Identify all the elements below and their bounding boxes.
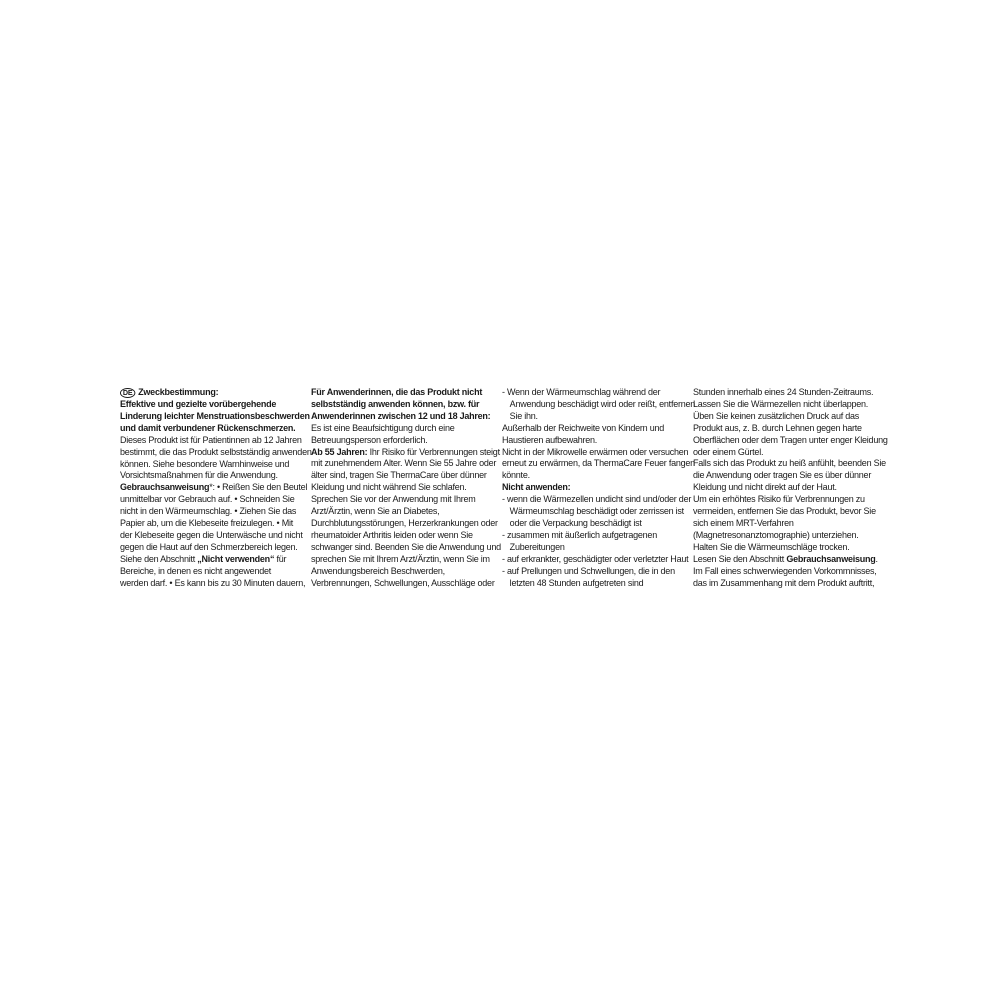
text-line: Lassen Sie die Wärmezellen nicht überlappen. <box>693 397 869 409</box>
text-line: vermeiden, entfernen Sie das Produkt, bevor Sie <box>693 505 876 517</box>
text-line: könnte. <box>502 469 530 481</box>
age-line <box>311 445 500 458</box>
bullet-line: - auf erkrankter, geschädigter oder verletzter Haut <box>502 552 689 564</box>
purpose-heading-line <box>120 386 304 398</box>
see-section-bold: „Nicht verwenden“ <box>197 552 275 564</box>
text-line: das im Zusammenhang mit dem Produkt auftritt, <box>693 576 875 588</box>
text-line: Vorsichtsmaßnahmen für die Anwendung. <box>120 469 278 481</box>
age-heading: Ab 55 Jahren: <box>311 445 368 457</box>
text-line: Bereiche, in denen es nicht angewendet <box>120 564 272 576</box>
column-supervision <box>311 386 501 588</box>
not-use-heading: Nicht anwenden: <box>502 481 571 493</box>
text-line: gegen die Haut auf den Schmerzbereich legen. <box>120 540 298 552</box>
column-purpose <box>120 386 312 589</box>
text-line: Kleidung und nicht direkt auf der Haut. <box>693 481 837 493</box>
purpose-bold-line: Linderung leichter Menstruationsbeschwerden <box>120 409 310 421</box>
read-section-line <box>693 552 878 565</box>
column-precautions <box>693 386 888 588</box>
text-line: erneut zu erwärmen, da ThermaCare Feuer fangen <box>502 457 695 469</box>
text-line: Außerhalb der Reichweite von Kindern und <box>502 421 665 433</box>
text-line: Üben Sie keinen zusätzlichen Druck auf das <box>693 409 860 421</box>
see-section-post: für <box>274 552 287 564</box>
bullet-line: oder die Verpackung beschädigt ist <box>509 516 642 528</box>
bullet-line: Wärmeumschlag beschädigt oder zerrissen ist <box>509 505 684 517</box>
text-line: rheumatoider Arthritis leiden oder wenn Sie <box>311 528 473 540</box>
text-line: oder einem Gürtel. <box>693 445 764 457</box>
text-line: Oberflächen oder dem Tragen unter enger Kleidung <box>693 433 888 445</box>
text-line: Kleidung und nicht während Sie schlafen. <box>311 481 467 493</box>
text-line: Anwendung beschädigt wird oder reißt, entfernen <box>509 397 696 409</box>
text-line: Anwendungsbereich Beschwerden, <box>311 564 445 576</box>
text-line: Betreuungsperson erforderlich. <box>311 433 428 445</box>
text-line: die Anwendung oder tragen Sie es über dünner <box>693 469 872 481</box>
text-line: Im Fall eines schwerwiegenden Vorkommnisses, <box>693 564 877 576</box>
text-line: Um ein erhöhtes Risiko für Verbrennungen zu <box>693 493 865 505</box>
read-bold: Gebrauchsanweisung <box>786 552 876 564</box>
usage-heading-line <box>120 481 308 493</box>
text-line: Nicht in der Mikrowelle erwärmen oder versuchen <box>502 445 689 457</box>
text-line: Arzt/Ärztin, wenn Sie an Diabetes, <box>311 505 440 517</box>
text-line: (Magnetresonanztomographie) unterziehen. <box>693 528 859 540</box>
text-line: Halten Sie die Wärmeumschläge trocken. <box>693 540 850 552</box>
bullet-line: - wenn die Wärmezellen undicht sind und/oder der <box>502 493 692 505</box>
text-line: Stunden innerhalb eines 24 Stunden-Zeitraums. <box>693 386 874 397</box>
purpose-bold-line: und damit verbundener Rückenschmerzen. <box>120 421 296 433</box>
text-line: bestimmt, die das Produkt selbstständig anwenden <box>120 445 312 457</box>
usage-heading: Gebrauchsanweisung <box>120 481 210 493</box>
text-line: können. Siehe besondere Warnhinweise und <box>120 457 290 469</box>
age-rest: Ihr Risiko für Verbrennungen steigt <box>367 445 500 457</box>
text-line: nicht in den Wärmeumschlag. • Ziehen Sie das <box>120 505 297 517</box>
purpose-heading: Zweckbestimmung: <box>138 386 219 397</box>
text-line: mit zunehmendem Alter. Wenn Sie 55 Jahre oder <box>311 457 497 469</box>
text-line: - Wenn der Wärmeumschlag während der <box>502 386 661 397</box>
text-line: Sie ihn. <box>509 409 538 421</box>
purpose-bold-line: Effektive und gezielte vorübergehende <box>120 398 277 409</box>
text-line: werden darf. • Es kann bis zu 30 Minuten dauern, <box>120 576 306 588</box>
text-line: Sprechen Sie vor der Anwendung mit Ihrem <box>311 493 476 505</box>
language-badge: DE <box>120 388 135 398</box>
text-line: Falls sich das Produkt zu heiß anfühlt, beenden Sie <box>693 457 886 469</box>
text-line: unmittelbar vor Gebrauch auf. • Schneiden Sie <box>120 493 295 505</box>
bullet-line: - auf Prellungen und Schwellungen, die in den <box>502 564 675 576</box>
text-line: Dieses Produkt ist für Patientinnen ab 12 Jahren <box>120 433 302 445</box>
text-line: Haustieren aufbewahren. <box>502 433 598 445</box>
text-line: schwanger sind. Beenden Sie die Anwendung und <box>311 540 501 552</box>
read-pre: Lesen Sie den Abschnitt <box>693 552 787 564</box>
usage-line-rest: *: • Reißen Sie den Beutel <box>209 481 308 493</box>
see-section-line <box>120 553 304 565</box>
text-line: älter sind, tragen Sie ThermaCare über dünner <box>311 469 487 481</box>
text-line: Durchblutungsstörungen, Herzerkrankungen oder <box>311 516 498 528</box>
bullet-line: - zusammen mit äußerlich aufgetragenen <box>502 528 657 540</box>
supervision-bold-line: Anwenderinnen zwischen 12 und 18 Jahren: <box>311 409 491 421</box>
bullet-line: Zubereitungen <box>509 540 565 552</box>
text-line: sprechen Sie mit Ihrem Arzt/Ärztin, wenn Sie im <box>311 552 490 564</box>
read-post: . <box>875 552 878 564</box>
text-line: sich einem MRT-Verfahren <box>693 516 794 528</box>
supervision-bold-line: selbstständig anwenden können, bzw. für <box>311 397 480 409</box>
column-warnings <box>502 386 696 588</box>
text-line: Produkt aus, z. B. durch Lehnen gegen harte <box>693 421 862 433</box>
text-line: der Klebeseite gegen die Unterwäsche und nicht <box>120 528 303 540</box>
bullet-line: letzten 48 Stunden aufgetreten sind <box>509 576 644 588</box>
text-line: Es ist eine Beaufsichtigung durch eine <box>311 421 455 433</box>
see-section-pre: Siehe den Abschnitt <box>120 552 198 564</box>
text-line: Verbrennungen, Schwellungen, Ausschläge oder <box>311 576 495 588</box>
text-line: Papier ab, um die Klebeseite freizulegen. • Mit <box>120 517 293 529</box>
supervision-bold-line: Für Anwenderinnen, die das Produkt nicht <box>311 386 483 397</box>
